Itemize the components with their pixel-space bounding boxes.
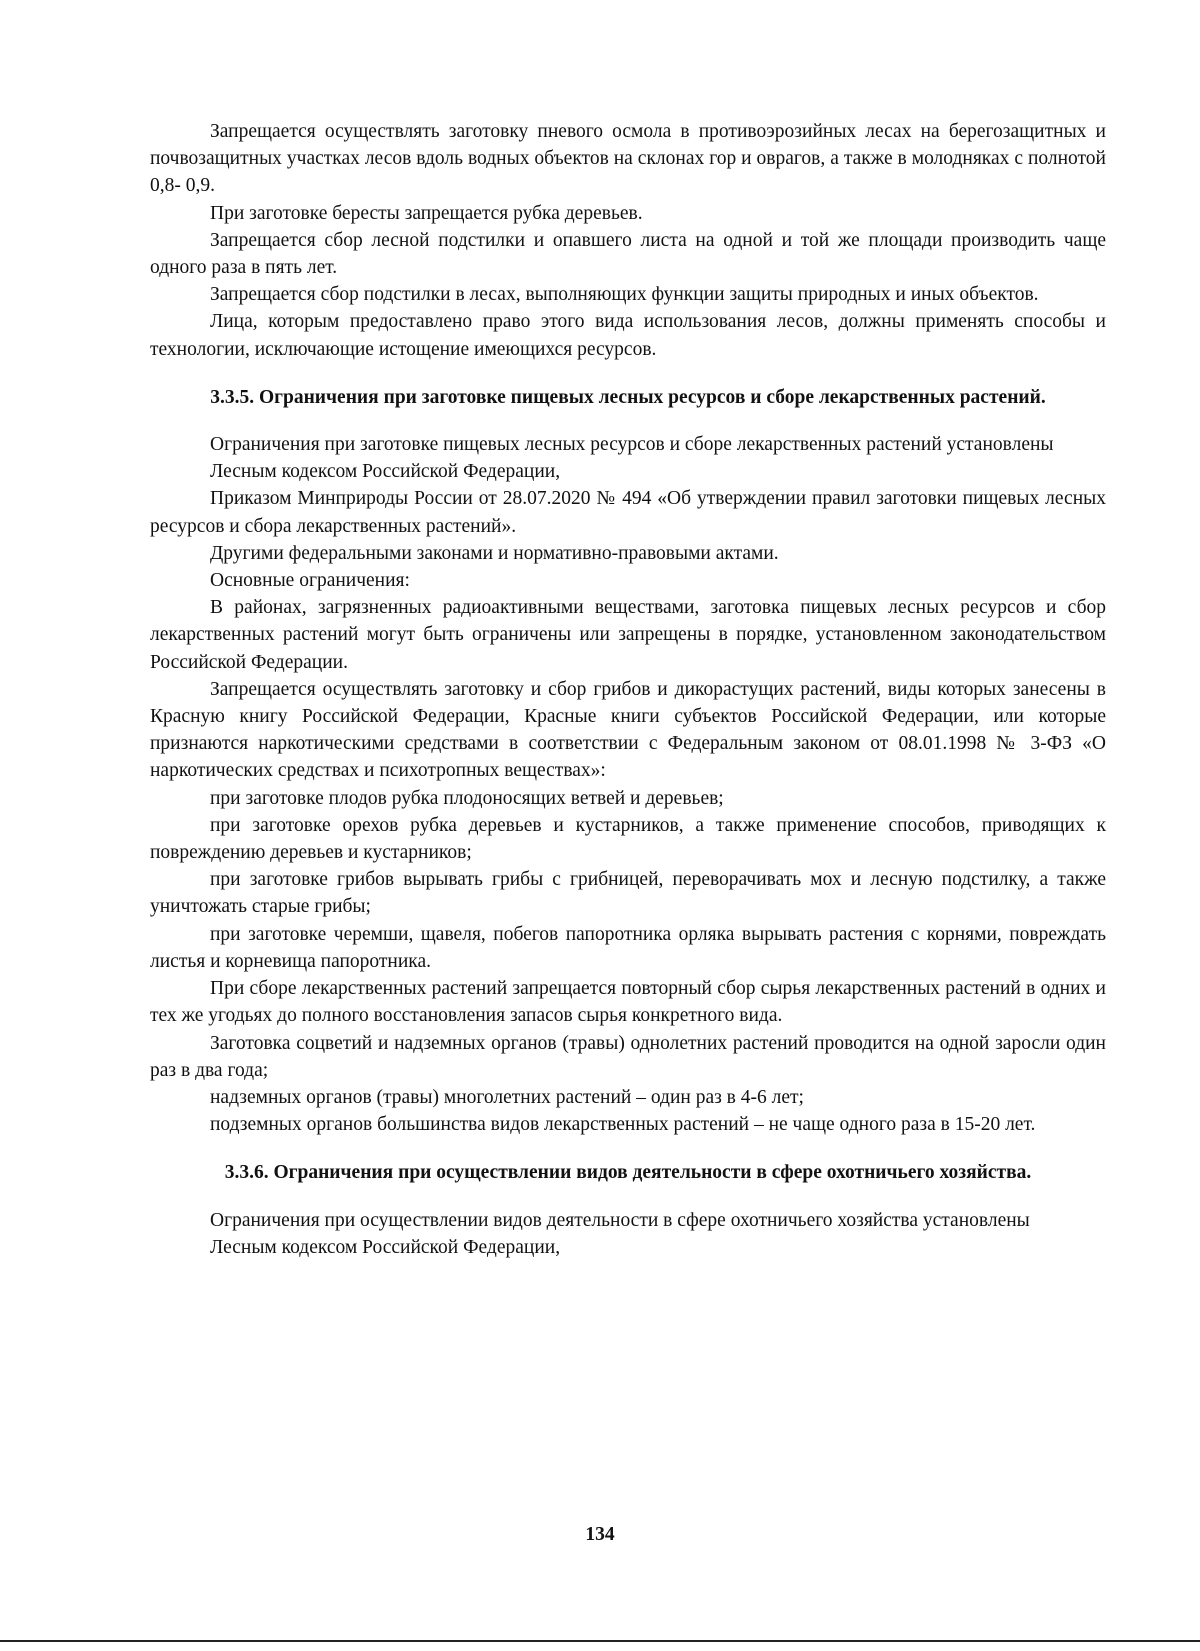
section-heading-3-3-5: 3.3.5. Ограничения при заготовке пищевых лесных ресурсов и сборе лекарственных растений. xyxy=(210,386,1046,408)
bottom-rule xyxy=(0,1640,1200,1642)
paragraph: При сборе лекарственных растений запрещается повторный сбор сырья лекарственных растений в одних и тех же угодьях до полного восстановления запасов сырья конкретного вида. xyxy=(150,978,1106,1027)
paragraph: при заготовке черемши, щавеля, побегов папоротника орляка вырывать растения с корнями, повреждать листья и корневища папоротника. xyxy=(150,923,1106,972)
paragraph: Запрещается осуществлять заготовку пневого осмола в противоэрозийных лесах на берегозащитных и почвозащитных участках лесов вдоль водных объектов на склонах гор и оврагов, а также в молодняках с полнотой 0,8- 0,9. xyxy=(150,121,1106,197)
paragraph: При заготовке бересты запрещается рубка деревьев. xyxy=(210,202,643,224)
paragraph: Лесным кодексом Российской Федерации, xyxy=(210,1236,561,1258)
section-heading-3-3-6: 3.3.6. Ограничения при осуществлении видов деятельности в сфере охотничьего хозяйства. xyxy=(224,1162,1032,1184)
paragraph: надземных органов (травы) многолетних растений – один раз в 4-6 лет; xyxy=(210,1086,804,1108)
paragraph: Лица, которым предоставлено право этого вида использования лесов, должны применять способы и технологии, исключающие истощение имеющихся ресурсов. xyxy=(150,311,1106,360)
paragraph: при заготовке орехов рубка деревьев и кустарников, а также применение способов, приводящих к повреждению деревьев и кустарников; xyxy=(150,814,1106,864)
paragraph: Заготовка соцветий и надземных органов (травы) однолетних растений проводится на одной заросли один раз в два года; xyxy=(150,1032,1106,1081)
paragraph: при заготовке плодов рубка плодоносящих ветвей и деревьев; xyxy=(210,787,724,809)
paragraph: Приказом Минприроды России от 28.07.2020 № 494 «Об утверждении правил заготовки пищевых лесных ресурсов и сбора лекарственных растений». xyxy=(150,488,1106,537)
paragraph: Запрещается сбор лесной подстилки и опавшего листа на одной и той же площади производить чаще одного раза в пять лет. xyxy=(150,229,1106,279)
paragraph: Ограничения при заготовке пищевых лесных ресурсов и сборе лекарственных растений установлены xyxy=(210,434,1054,456)
document-page xyxy=(150,118,1106,1261)
paragraph: Запрещается сбор подстилки в лесах, выполняющих функции защиты природных и иных объектов. xyxy=(210,284,1039,306)
page-number: 134 xyxy=(585,1524,615,1545)
paragraph: Запрещается осуществлять заготовку и сбор грибов и дикорастущих растений, виды которых занесены в Красную книгу Российской Федерации, Красные книги субъектов Российской Федерации, или которые признаются наркотическими средствами в соответствии с Федеральным законом от 08.01.1998 № 3-ФЗ «О наркотических средствах и психотропных веществах»: xyxy=(150,678,1106,782)
paragraph: Ограничения при осуществлении видов деятельности в сфере охотничьего хозяйства установлены xyxy=(210,1209,1030,1231)
paragraph: при заготовке грибов вырывать грибы с грибницей, переворачивать мох и лесную подстилку, а также уничтожать старые грибы; xyxy=(150,869,1106,918)
paragraph: Другими федеральными законами и нормативно-правовыми актами. xyxy=(210,542,779,564)
paragraph: Лесным кодексом Российской Федерации, xyxy=(210,461,561,483)
paragraph: подземных органов большинства видов лекарственных растений – не чаще одного раза в 15-20 лет. xyxy=(210,1114,1036,1136)
paragraph: В районах, загрязненных радиоактивными веществами, заготовка пищевых лесных ресурсов и сбор лекарственных растений могут быть ограничены или запрещены в порядке, установленном законодательством Российской Федерации. xyxy=(150,597,1106,673)
paragraph: Основные ограничения: xyxy=(210,570,410,592)
